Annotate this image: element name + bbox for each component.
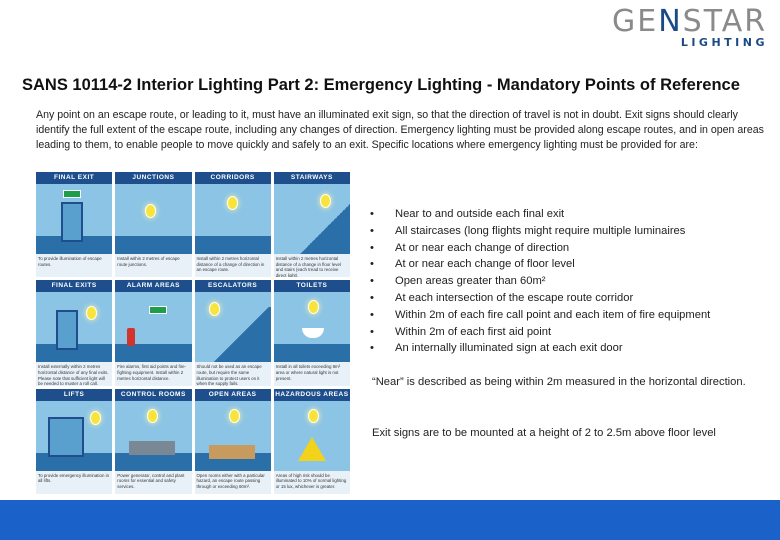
panel-lifts: [36, 389, 112, 494]
sink-icon: [302, 328, 324, 338]
panel-note: Install within 2 metres horizontal distance of a change in floor level and stairs (each tread to receive direct light).: [275, 256, 341, 278]
bullet-icon: •: [370, 342, 374, 355]
luminaire-icon: [90, 411, 101, 425]
luminaire-icon: [308, 300, 319, 314]
emergency-lighting-infographic: [36, 172, 350, 494]
panel-note: Areas of high risk should be illuminated to 10% of normal lighting or 15 lux, whichever is greater.: [275, 472, 347, 489]
panel-junctions: [115, 172, 191, 277]
control-panel-icon: [129, 441, 175, 455]
stairs-icon: [300, 204, 350, 254]
fire-extinguisher-icon: [127, 328, 135, 346]
panel-heading: FINAL EXITS: [36, 280, 112, 292]
list-item: • At each intersection of the escape route corridor: [370, 290, 710, 307]
panel-heading: ALARM AREAS: [115, 280, 191, 292]
list-item: • An internally illuminated sign at each exit door: [370, 340, 710, 357]
list-item: • At or near each change of direction: [370, 240, 710, 257]
panel-heading: JUNCTIONS: [115, 172, 191, 184]
bullet-icon: •: [370, 308, 374, 321]
locations-list: [370, 206, 710, 357]
bullet-icon: •: [370, 241, 374, 254]
footer-bar: [0, 500, 780, 540]
panel-heading: LIFTS: [36, 389, 112, 401]
door-icon: [56, 310, 78, 350]
list-item: • Open areas greater than 60m²: [370, 273, 710, 290]
panel-final-exit: [36, 172, 112, 277]
intro-paragraph: Any point on an escape route, or leading to it, must have an illuminated exit sign, so that the direction of travel is not in doubt. Exit signs should clearly identify the full extent of the escape route, including any changes of direction. Emergency lighting must be provided along escape routes, and in open areas leading to them, to enable people to move quickly and safely to an exit. Specific locations where emergency lighting must be provided for are:: [36, 109, 764, 151]
panel-note: Power generator, control and plant rooms for essential and safety services.: [117, 472, 185, 489]
luminaire-icon: [320, 194, 331, 208]
panel-note: Install within 2 metres of escape route junctions.: [117, 256, 180, 267]
list-item: • Within 2m of each fire call point and each item of fire equipment: [370, 307, 710, 324]
panel-heading: HAZARDOUS AREAS: [274, 389, 350, 401]
panel-heading: OPEN AREAS: [195, 389, 271, 401]
panel-note: Install externally within 2 metres horizontal distance of any final exits. Please note that sufficient light will be needed to muster a roll call.: [38, 364, 109, 386]
panel-escalators: [195, 280, 271, 385]
bullet-icon: •: [370, 325, 374, 338]
lift-door-icon: [48, 417, 84, 457]
list-item: • Within 2m of each first aid point: [370, 324, 710, 341]
panel-alarm-areas: [115, 280, 191, 385]
panel-note: Install in all toilets exceeding 8m² area or where natural light is not present.: [275, 364, 341, 381]
bullet-icon: •: [370, 224, 374, 237]
panel-note: Install within 2 metres horizontal distance of a change of direction in an escape route.: [196, 256, 265, 273]
door-icon: [61, 202, 83, 242]
panel-corridors: [195, 172, 271, 277]
panel-note: Fire alarms, first aid points and fire-fighting equipment. Install within 2 metres horizontal distance.: [117, 364, 187, 381]
luminaire-icon: [229, 409, 240, 423]
luminaire-icon: [147, 409, 158, 423]
panel-heading: CONTROL ROOMS: [115, 389, 191, 401]
desk-icon: [209, 445, 255, 459]
panel-control-rooms: [115, 389, 191, 494]
page-title: SANS 10114-2 Interior Lighting Part 2: Emergency Lighting - Mandatory Points of Reference: [22, 76, 740, 94]
list-item: • Near to and outside each final exit: [370, 206, 710, 223]
panel-note: To provide illumination of escape routes.: [38, 256, 102, 267]
escalator-icon: [211, 307, 271, 362]
bullet-icon: •: [370, 258, 374, 271]
logo-wordmark: GENSTAR: [612, 4, 768, 39]
mounting-height-note: Exit signs are to be mounted at a height of 2 to 2.5m above floor level: [372, 427, 716, 439]
luminaire-icon: [86, 306, 97, 320]
exit-sign-icon: [63, 190, 81, 198]
luminaire-icon: [308, 409, 319, 423]
panel-heading: FINAL EXIT: [36, 172, 112, 184]
luminaire-icon: [209, 302, 220, 316]
panel-note: Open rooms either with a particular hazard, an escape route passing through or exceeding 60m².: [196, 472, 265, 489]
hazard-warning-icon: [298, 437, 326, 461]
panel-stairways: [274, 172, 350, 277]
genstar-logo: [612, 6, 772, 50]
panel-heading: ESCALATORS: [195, 280, 271, 292]
panel-open-areas: [195, 389, 271, 494]
panel-note: Should not be used as an escape route, but require the same illumination to protect users on it when the supply fails.: [196, 364, 262, 386]
panel-heading: STAIRWAYS: [274, 172, 350, 184]
logo-subtitle: LIGHTING: [680, 36, 768, 49]
bullet-icon: •: [370, 275, 374, 288]
bullet-icon: •: [370, 291, 374, 304]
panel-toilets: [274, 280, 350, 385]
list-item: • At or near each change of floor level: [370, 256, 710, 273]
list-item: • All staircases (long flights might require multiple luminaires: [370, 223, 710, 240]
panel-heading: CORRIDORS: [195, 172, 271, 184]
bullet-icon: •: [370, 208, 374, 220]
panel-hazardous-areas: [274, 389, 350, 494]
luminaire-icon: [227, 196, 238, 210]
panel-note: To provide emergency illumination in all lifts.: [38, 472, 110, 484]
near-definition-note: “Near” is described as being within 2m measured in the horizontal direction.: [372, 376, 746, 388]
first-aid-sign-icon: [149, 306, 167, 314]
panel-heading: TOILETS: [274, 280, 350, 292]
luminaire-icon: [145, 204, 156, 218]
panel-final-exits: [36, 280, 112, 385]
